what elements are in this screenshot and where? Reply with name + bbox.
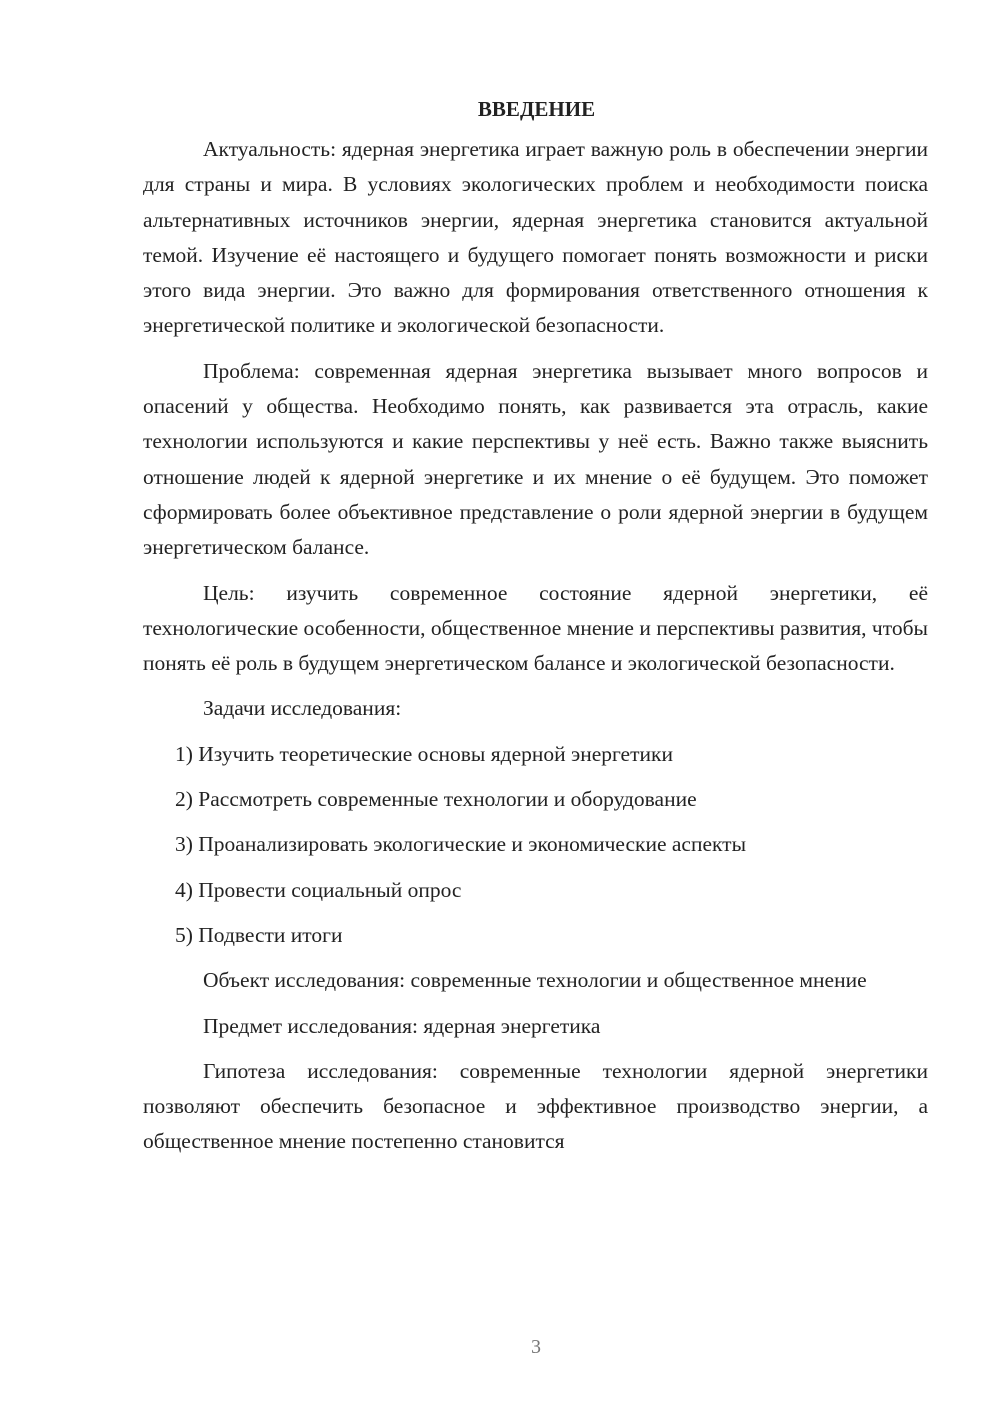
task-item: 4) Провести социальный опрос bbox=[175, 877, 462, 902]
goal-paragraph: Цель: изучить современное состояние ядерной энергетики, её технологические особенности, общественное мнение и перспективы развития, чтобы понять её роль в будущем энергетическом балансе и экологической безопасности. bbox=[143, 580, 928, 676]
tasks-list bbox=[143, 737, 928, 953]
section-heading: ВВЕДЕНИЕ bbox=[477, 97, 596, 121]
task-item: 5) Подвести итоги bbox=[175, 922, 343, 947]
page-number: 3 bbox=[531, 1336, 541, 1358]
task-item: 2) Рассмотреть современные технологии и оборудование bbox=[175, 787, 697, 812]
hypothesis-paragraph: Гипотеза исследования: современные технологии ядерной энергетики позволяют обеспечить безопасное и эффективное производство энергии, а общественное мнение постепенно становится bbox=[143, 1058, 928, 1154]
page-content bbox=[143, 92, 928, 1170]
subject-paragraph: Предмет исследования: ядерная энергетика bbox=[203, 1013, 601, 1038]
task-item: 3) Проанализировать экологические и экономические аспекты bbox=[175, 832, 747, 857]
tasks-title: Задачи исследования: bbox=[203, 696, 402, 721]
problem-paragraph: Проблема: современная ядерная энергетика вызывает много вопросов и опасений у общества. Необходимо понять, как развивается эта отрасль, какие технологии используются и какие перспективы у неё есть. Важно также выяснить отношение людей к ядерной энергетике и их мнение о её будущем. Это поможет сформировать более объективное представление о роли ядерной энергии в будущем энергетическом балансе. bbox=[143, 358, 928, 560]
object-paragraph: Объект исследования: современные технологии и общественное мнение bbox=[203, 968, 867, 993]
relevance-paragraph: Актуальность: ядерная энергетика играет важную роль в обеспечении энергии для страны и мира. В условиях экологических проблем и необходимости поиска альтернативных источников энергии, ядерная энергетика становится актуальной темой. Изучение её настоящего и будущего помогает понять возможности и риски этого вида энергии. Это важно для формирования ответственного отношения к энергетической политике и экологической безопасности. bbox=[143, 137, 928, 338]
task-item: 1) Изучить теоретические основы ядерной энергетики bbox=[175, 741, 673, 766]
